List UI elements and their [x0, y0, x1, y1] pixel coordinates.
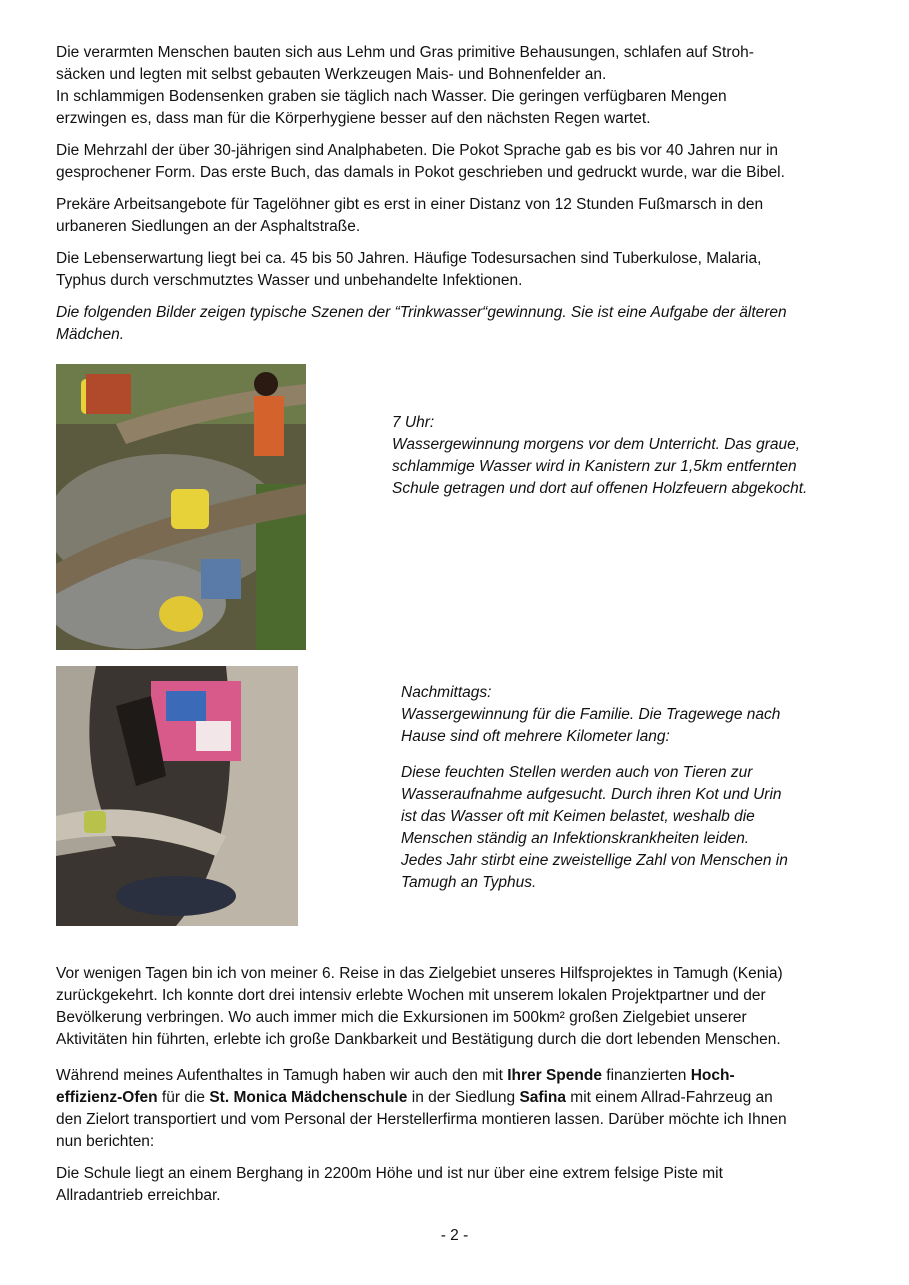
paragraph-living-conditions: Die verarmten Menschen bauten sich aus Lehm und Gras primitive Behausungen, schlafen auf Stroh- säcken und legten mit selbst gebauten Werkzeugen Mais- und Bohnenfelder an. In schlammigen Bodensenken graben sie täglich nach Wasser. Die geringen verfügbaren Mengen erzwingen es, dass man für die Körperhygiene besser auf den nächsten Regen wartet.: [56, 44, 754, 127]
paragraph-images-intro: Die folgenden Bilder zeigen typische Szenen der “Trinkwasser“gewinnung. Sie ist eine Aufgabe der älteren Mädchen.: [56, 304, 787, 343]
paragraph-literacy: Die Mehrzahl der über 30-jährigen sind Analphabeten. Die Pokot Sprache gab es bis vor 40 Jahren nur in gesprochener Form. Das erste Buch, das damals in Pokot geschrieben und gedruckt wurde, war die Bibel.: [56, 142, 785, 181]
paragraph-school-location: Die Schule liegt an einem Berghang in 2200m Höhe und ist nur über eine extrem felsige Piste mit Allradantrieb erreichbar.: [56, 1165, 723, 1204]
photo-row-morning: [56, 364, 861, 654]
photo1-caption: 7 Uhr: Wassergewinnung morgens vor dem Unterricht. Das graue, schlammige Wasser wird in Kanistern zur 1,5km entfernten Schule getragen und dort auf offenen Holzfeuern abgekocht.: [392, 414, 808, 497]
page-number: - 2 -: [440, 1227, 469, 1244]
paragraph-travel-report: Vor wenigen Tagen bin ich von meiner 6. Reise in das Zielgebiet unseres Hilfsprojektes in Tamugh (Kenia) zurückgekehrt. Ich konnte dort drei intensiv erlebte Wochen mit unserem lokalen Projektpartner und der Bevölkerung verbringen. Wo auch immer mich die Exkursionen im 500km² großen Zielgebiet unserer Aktivitäten hin führten, erlebte ich große Dankbarkeit und Bestätigung durch die dort lebenden Menschen.: [56, 965, 783, 1048]
photo-row-afternoon: [56, 666, 861, 966]
document-body: [56, 42, 861, 1217]
photo2-caption: Nachmittags: Wassergewinnung für die Familie. Die Tragewege nach Hause sind oft mehrere Kilometer lang: Diese feuchten Stellen werden auch von Tieren zur Wasseraufnahme aufgesucht. Durch ihren Kot und Urin ist das Wasser oft mit Keimen belastet, weshalb die Menschen ständig an Infektionskrankheiten leiden. Jedes Jahr stirbt eine zweistellige Zahl von Menschen in Tamugh an Typhus.: [401, 684, 788, 891]
photo-water-collection-afternoon: [56, 666, 298, 926]
paragraph-oven-delivery: Während meines Aufenthaltes in Tamugh haben wir auch den mit Ihrer Spende finanzierten Hoch- effizienz-Ofen für die St. Monica Mädchenschule in der Siedlung Safina mit einem Allrad-Fahrzeug an den Zielort transportiert und vom Personal der Herstellerfirma montieren lassen. Darüber möchte ich Ihnen nun berichten:: [56, 1067, 787, 1150]
paragraph-work: Prekäre Arbeitsangebote für Tagelöhner gibt es erst in einer Distanz von 12 Stunden Fußmarsch in den urbaneren Siedlungen an der Asphaltstraße.: [56, 196, 764, 235]
paragraph-life-expectancy: Die Lebenserwartung liegt bei ca. 45 bis 50 Jahren. Häufige Todesursachen sind Tuberkulose, Malaria, Typhus durch verschmutztes Wasser und unbehandelte Infektionen.: [56, 250, 762, 289]
photo-water-collection-morning: [56, 364, 306, 650]
